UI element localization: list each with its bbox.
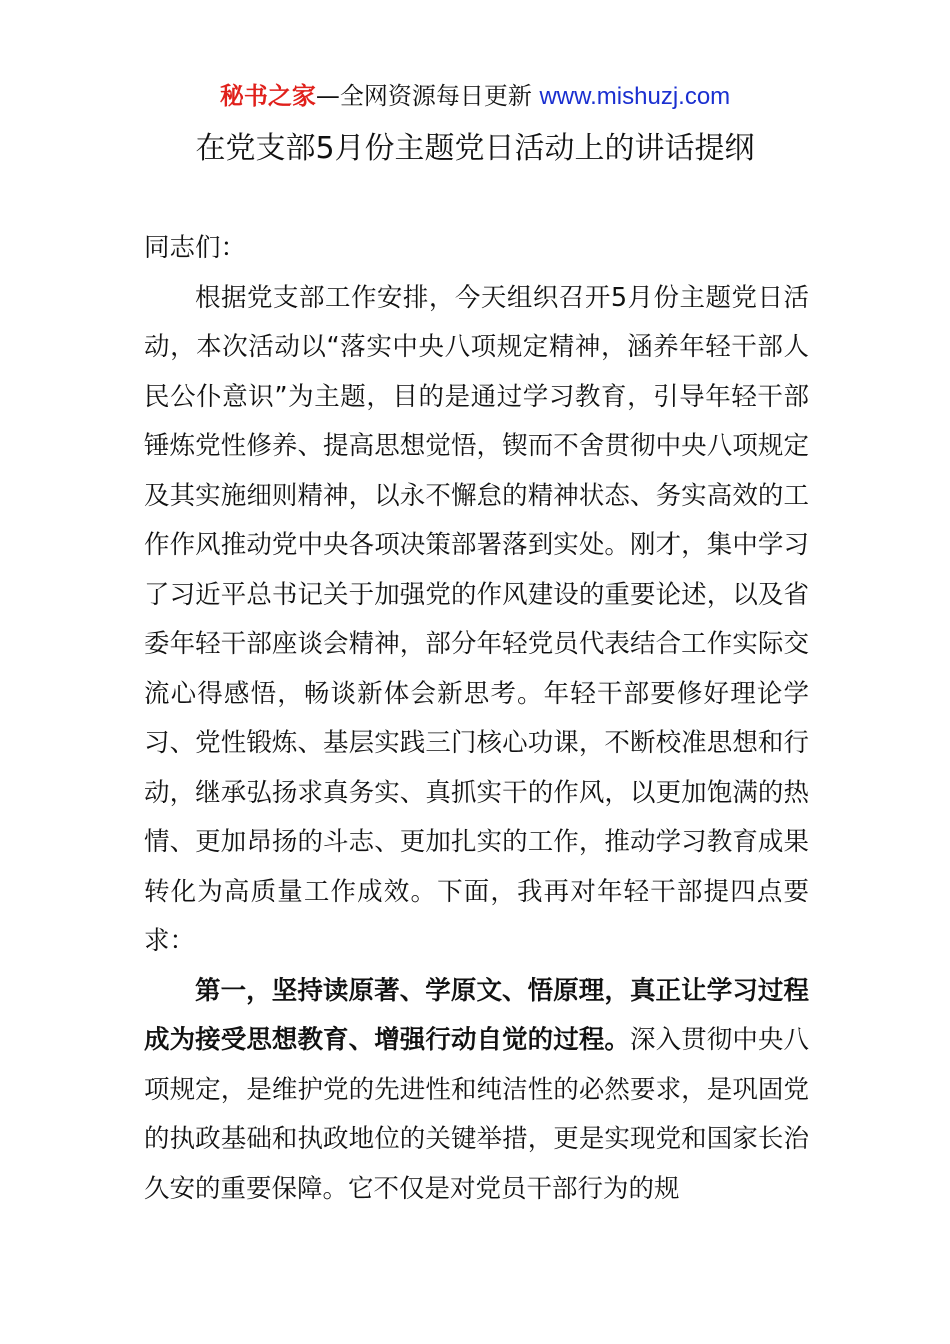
document-title: 在党支部5月份主题党日活动上的讲话提纲 — [195, 131, 755, 166]
site-banner — [0, 78, 950, 115]
paragraph-intro: 根据党支部工作安排，今天组织召开5月份主题党日活动，本次活动以“落实中央八项规定精神，涵养年轻干部人民公仆意识”为主题，目的是通过学习教育，引导年轻干部锤炼党性修养、提高思想觉悟，锲而不舍贯彻中央八项规定及其实施细则精神，以永不懈怠的精神状态、务实高效的工作作风推动党中央各项决策部署落到实处。刚才，集中学习了习近平总书记关于加强党的作风建设的重要论述，以及省委年轻干部座谈会精神，部分年轻党员代表结合工作实际交流心得感悟，畅谈新体会新思考。年轻干部要修好理论学习、党性锻炼、基层实践三门核心功课，不断校准思想和行动，继承弘扬求真务实、真抓实干的作风，以更加饱满的热情、更加昂扬的斗志、更加扎实的工作，推动学习教育成果转化为高质量工作成效。下面，我再对年轻干部提四点要求： — [144, 282, 809, 956]
banner-slogan: —全网资源每日更新 — [315, 82, 532, 110]
point-one-body: 深入贯彻中央八项规定，是维护党的先进性和纯洁性的必然要求，是巩固党的执政基础和执政地位的关键举措，更是实现党和国家长治久安的重要保障。它不仅是对党员干部行为的规 — [144, 1025, 809, 1204]
point-one-heading: 第一，坚持读原著、学原文、悟原理，真正让学习过程成为接受思想教育、增强行动自觉的过程。 — [144, 975, 809, 1055]
site-url-link[interactable]: www.mishuzj.com — [539, 83, 731, 110]
salutation: 同志们： — [144, 233, 247, 263]
document-body — [144, 224, 809, 1214]
brand-name: 秘书之家 — [219, 82, 316, 110]
paragraph-point-one — [144, 967, 809, 1215]
